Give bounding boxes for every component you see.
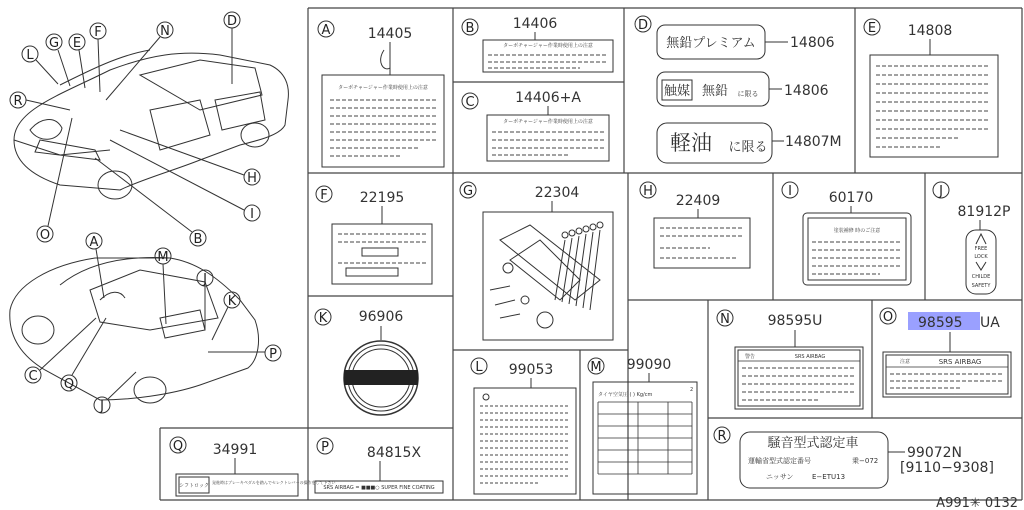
svg-text:99090: 99090: [626, 357, 672, 373]
svg-text:乗−072: 乗−072: [852, 457, 879, 465]
svg-text:D: D: [637, 18, 649, 33]
part-number-highlighted: 98595: [918, 315, 963, 331]
cell-H: [640, 182, 750, 268]
callout-L: [22, 46, 58, 84]
svg-text:H: H: [247, 171, 257, 186]
svg-text:R: R: [13, 94, 23, 109]
callout-J-bottom: [94, 372, 136, 414]
svg-text:G: G: [48, 36, 60, 51]
svg-text:14406: 14406: [512, 16, 558, 32]
svg-text:UA: UA: [980, 315, 1000, 331]
svg-text:C: C: [28, 369, 38, 384]
svg-text:14406+A: 14406+A: [515, 90, 581, 106]
cell-N: [717, 310, 863, 409]
svg-text:F: F: [320, 188, 328, 203]
svg-text:K: K: [318, 311, 328, 326]
svg-text:D: D: [226, 14, 238, 29]
svg-text:E: E: [72, 36, 82, 51]
svg-text:触媒: 触媒: [663, 84, 691, 99]
callout-H: [120, 130, 260, 186]
callout-I: [110, 140, 260, 222]
svg-text:ニッサン: ニッサン: [766, 473, 794, 481]
cell-C: [462, 90, 609, 161]
svg-text:無鉛プレミアム: 無鉛プレミアム: [666, 36, 756, 51]
car-bottom-illustration: [10, 257, 259, 403]
svg-text:SAFETY: SAFETY: [971, 283, 991, 289]
svg-text:84815X: 84815X: [366, 445, 422, 461]
svg-text:C: C: [465, 95, 475, 110]
svg-text:O: O: [39, 228, 51, 243]
svg-text:N: N: [160, 24, 170, 39]
cell-E: [864, 19, 998, 157]
svg-text:タイヤ空気圧 ( ) Kg/cm: タイヤ空気圧 ( ) Kg/cm: [598, 392, 653, 398]
svg-text:に限る: に限る: [728, 140, 768, 155]
svg-text:14806: 14806: [784, 83, 829, 99]
svg-text:B: B: [193, 232, 203, 247]
svg-text:L: L: [475, 360, 483, 375]
svg-text:14807M: 14807M: [785, 134, 842, 150]
svg-text:SRS AIRBAG: SRS AIRBAG: [938, 358, 982, 366]
svg-text:警告: 警告: [745, 354, 756, 360]
svg-text:22195: 22195: [359, 190, 405, 206]
svg-text:14405: 14405: [367, 26, 413, 42]
svg-text:22409: 22409: [675, 193, 721, 209]
svg-text:34991: 34991: [212, 442, 258, 458]
svg-text:Q: Q: [63, 377, 75, 392]
svg-text:H: H: [643, 184, 653, 199]
svg-text:軽油: 軽油: [670, 131, 712, 155]
svg-text:SRS AIRBAG = ■■■○ SUPER FINE: SRS AIRBAG = ■■■○ SUPER FINE COATING: [323, 485, 435, 491]
svg-text:I: I: [788, 184, 792, 199]
callout-K: [212, 292, 240, 340]
svg-text:G: G: [462, 184, 474, 199]
svg-text:LOCK: LOCK: [974, 254, 988, 260]
svg-text:ターボチャージャー作業時使用上の注意: ターボチャージャー作業時使用上の注意: [338, 85, 428, 91]
svg-text:99053: 99053: [508, 362, 554, 378]
svg-text:SRS AIRBAG: SRS AIRBAG: [794, 354, 826, 360]
cell-O: [880, 308, 1011, 397]
svg-text:M: M: [590, 360, 602, 375]
callout-G: [46, 34, 70, 86]
svg-text:J: J: [939, 184, 943, 199]
svg-text:99072N: 99072N: [907, 445, 963, 461]
svg-text:R: R: [717, 429, 727, 444]
svg-text:J: J: [203, 272, 207, 287]
svg-text:Q: Q: [172, 439, 184, 454]
svg-text:FREE: FREE: [974, 246, 988, 252]
figure-code: A991✳ 0132: [936, 496, 1018, 510]
svg-text:シフトロック: シフトロック: [179, 483, 209, 489]
svg-text:運輸省型式認定番号: 運輸省型式認定番号: [748, 457, 811, 465]
cell-B: [462, 16, 613, 72]
callout-C: [25, 318, 96, 384]
svg-text:A: A: [321, 23, 331, 38]
svg-text:M: M: [157, 250, 169, 265]
svg-text:K: K: [227, 294, 237, 309]
label-A-lines: [330, 100, 436, 156]
grid: [160, 8, 1022, 500]
callout-F: [90, 23, 106, 92]
svg-text:E: E: [867, 21, 877, 36]
svg-text:I: I: [250, 207, 254, 222]
svg-text:L: L: [26, 48, 34, 63]
cell-K: [315, 309, 418, 415]
svg-text:注意: 注意: [900, 359, 911, 365]
svg-text:81912P: 81912P: [957, 204, 1011, 220]
svg-text:CHILDE: CHILDE: [971, 274, 991, 280]
engine-sketch: [490, 222, 603, 328]
callout-P: [208, 345, 281, 362]
cell-L: [471, 358, 576, 494]
svg-text:ターボチャージャー作業時使用上の注意: ターボチャージャー作業時使用上の注意: [503, 43, 593, 49]
svg-text:N: N: [720, 312, 730, 327]
svg-text:O: O: [882, 310, 894, 325]
car-callouts: [10, 12, 281, 414]
svg-text:F: F: [94, 25, 102, 40]
svg-text:14808: 14808: [907, 23, 953, 39]
svg-text:発進時はブレーキペダルを踏んでセレクトレバーの操作をして下さ: 発進時はブレーキペダルを踏んでセレクトレバーの操作をして下さい: [212, 480, 336, 485]
cell-D: [635, 16, 842, 163]
svg-text:2: 2: [690, 387, 694, 393]
cell-M: [588, 357, 697, 494]
svg-text:騒音型式認定車: 騒音型式認定車: [767, 436, 859, 451]
svg-text:J: J: [100, 399, 104, 414]
svg-text:14806: 14806: [790, 35, 835, 51]
cell-A: [318, 21, 444, 167]
svg-text:P: P: [321, 440, 329, 455]
cell-I: [782, 182, 911, 285]
svg-text:[9110−9308]: [9110−9308]: [900, 460, 994, 476]
svg-text:E−ETU13: E−ETU13: [812, 473, 846, 481]
svg-text:無鉛: 無鉛: [701, 84, 729, 99]
cell-J: [933, 182, 1010, 294]
cell-F: [316, 186, 432, 284]
svg-text:98595U: 98595U: [767, 313, 823, 329]
svg-text:P: P: [269, 347, 277, 362]
svg-text:に限る: に限る: [737, 90, 759, 98]
callout-O: [37, 118, 72, 243]
svg-text:22304: 22304: [534, 185, 580, 201]
callout-M: [155, 248, 171, 324]
callout-D-top: [224, 12, 240, 84]
svg-text:A: A: [89, 235, 99, 250]
cell-R: [714, 427, 994, 488]
cell-G: [460, 182, 613, 340]
svg-text:60170: 60170: [828, 190, 874, 206]
svg-text:ターボチャージャー作業時使用上の注意: ターボチャージャー作業時使用上の注意: [503, 119, 593, 125]
svg-text:B: B: [465, 21, 475, 36]
svg-text:96906: 96906: [358, 309, 404, 325]
cell-Q: [170, 437, 335, 496]
callout-R: [10, 92, 70, 110]
svg-text:塗装補修 時のご注意: 塗装補修 時のご注意: [833, 228, 881, 234]
